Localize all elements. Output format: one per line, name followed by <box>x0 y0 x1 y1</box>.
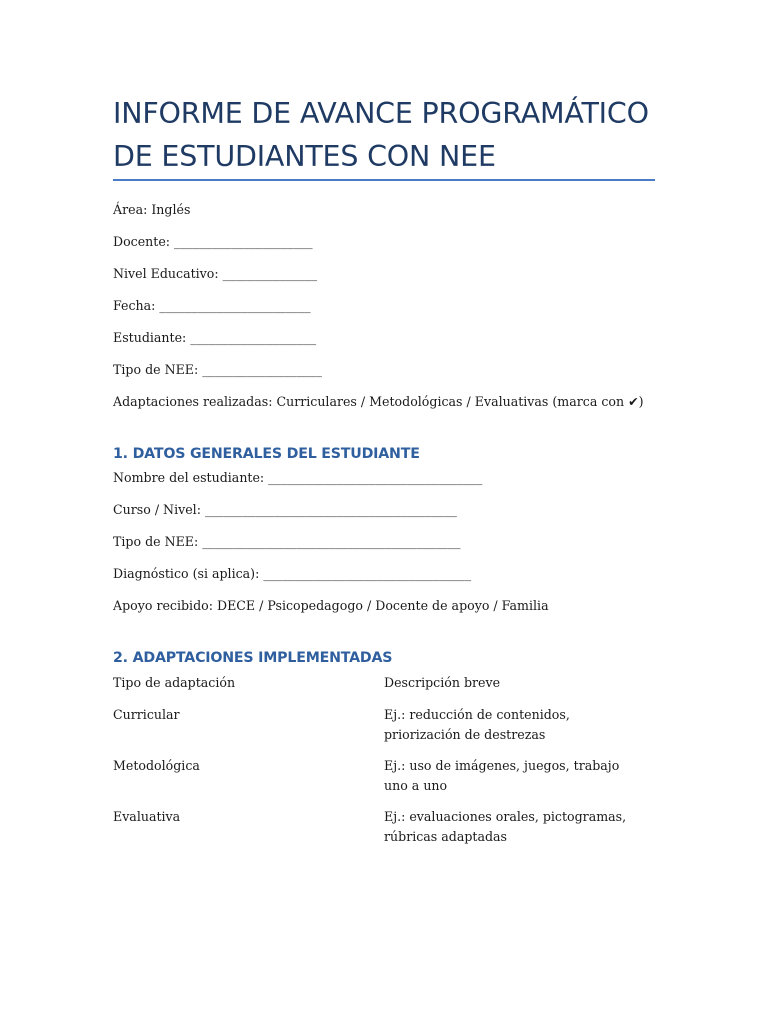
page-title: INFORME DE AVANCE PROGRAMÁTICO DE ESTUDIANTES CON NEE <box>113 97 649 173</box>
adaptaciones-field: Adaptaciones realizadas: Curriculares / Metodológicas / Evaluativas (marca con ✔) <box>113 394 644 409</box>
section-1-heading: 1. DATOS GENERALES DEL ESTUDIANTE <box>113 446 420 462</box>
tipo-nee-field: Tipo de NEE: ___________________ <box>113 362 322 377</box>
row-type-cell: Evaluativa <box>113 809 181 824</box>
row-description-cell: Ej.: evaluaciones orales, pictogramas, rúbricas adaptadas <box>384 809 627 844</box>
nivel-educativo-field: Nivel Educativo: _______________ <box>113 266 318 281</box>
fecha-field: Fecha: ________________________ <box>113 298 311 313</box>
column-header-type: Tipo de adaptación <box>113 675 236 690</box>
nombre-estudiante-field: Nombre del estudiante: __________________________________ <box>113 470 483 485</box>
area-field: Área: Inglés <box>113 202 191 217</box>
row-type-cell: Metodológica <box>113 758 200 773</box>
curso-nivel-field: Curso / Nivel: ________________________________________ <box>113 502 457 517</box>
row-description-cell: Ej.: reducción de contenidos, priorización de destrezas <box>384 707 570 742</box>
section-2-heading: 2. ADAPTACIONES IMPLEMENTADAS <box>113 650 393 666</box>
docente-field: Docente: ______________________ <box>113 234 313 249</box>
diagnostico-field: Diagnóstico (si aplica): _________________________________ <box>113 566 472 581</box>
apoyo-recibido-field: Apoyo recibido: DECE / Psicopedagogo / Docente de apoyo / Familia <box>113 598 549 613</box>
tipo-nee-detail-field: Tipo de NEE: _________________________________________ <box>113 534 461 549</box>
row-description-cell: Ej.: uso de imágenes, juegos, trabajo uno a uno <box>384 758 620 793</box>
column-header-description: Descripción breve <box>384 675 501 690</box>
row-type-cell: Curricular <box>113 707 180 722</box>
estudiante-field: Estudiante: ____________________ <box>113 330 317 345</box>
title-underline <box>113 179 655 181</box>
